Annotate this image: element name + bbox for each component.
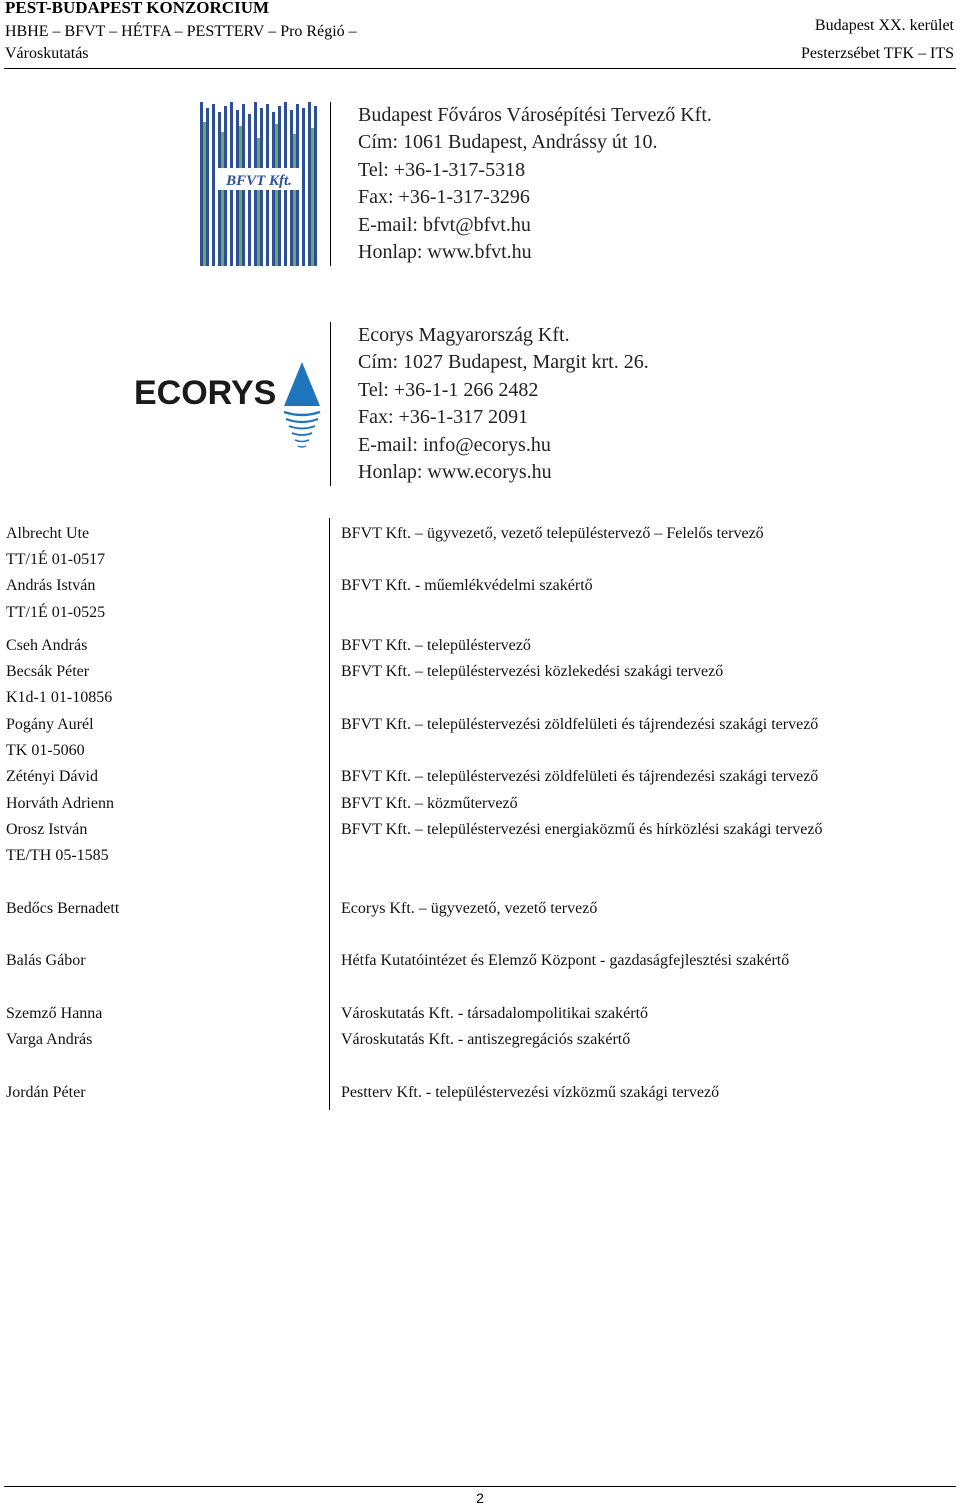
page-number: 2: [476, 1490, 484, 1506]
partner-list-cont: Városkutatás: [5, 45, 89, 62]
ecorys-logo: [134, 358, 324, 460]
name-row: Pogány Aurél: [6, 716, 94, 733]
name-row: Horváth Adrienn: [6, 795, 114, 812]
project-label: Pesterzsébet TFK – ITS: [800, 45, 954, 62]
role-row: BFVT Kft. – településtervezési zöldfelületi és tájrendezési szakági tervező: [341, 716, 819, 733]
bfvt-logo-text: BFVT Kft.: [226, 173, 292, 189]
bfvt-contact: [358, 102, 712, 266]
ecorys-fax: Fax: +36-1-317 2091: [358, 406, 529, 429]
personnel-divider: [329, 518, 330, 1110]
role-row: Hétfa Kutatóintézet és Elemző Központ - gazdaságfejlesztési szakértő: [341, 952, 790, 969]
ecorys-address: Cím: 1027 Budapest, Margit krt. 26.: [358, 351, 649, 374]
ecorys-name: Ecorys Magyarország Kft.: [358, 324, 570, 346]
license-row: TK 01-5060: [6, 742, 85, 759]
bfvt-fax: Fax: +36-1-317-3296: [358, 186, 530, 209]
bfvt-website[interactable]: Honlap: www.bfvt.hu: [358, 241, 532, 264]
consortium-title: PEST-BUDAPEST KONZORCIUM: [5, 0, 270, 17]
role-row: Városkutatás Kft. - társadalompolitikai szakértő: [341, 1005, 649, 1022]
license-row: TT/1É 01-0525: [6, 604, 106, 621]
name-row: András István: [6, 577, 96, 594]
partner-list: HBHE – BFVT – HÉTFA – PESTTERV – Pro Régió –: [5, 23, 357, 40]
license-row: TE/TH 05-1585: [6, 847, 109, 864]
bfvt-divider: [330, 102, 331, 266]
name-row: Zétényi Dávid: [6, 768, 98, 785]
role-row: Pestterv Kft. - településtervezési vízközmű szakági tervező: [341, 1084, 720, 1101]
district-label: Budapest XX. kerület: [814, 17, 954, 34]
role-row: BFVT Kft. – településtervezési zöldfelületi és tájrendezési szakági tervező: [341, 768, 819, 785]
name-row: Cseh András: [6, 637, 88, 654]
bfvt-name: Budapest Főváros Városépítési Tervező Kft.: [358, 104, 712, 126]
ecorys-email[interactable]: E-mail: info@ecorys.hu: [358, 433, 551, 456]
role-row: BFVT Kft. – településtervezési közlekedési szakági tervező: [341, 663, 724, 680]
role-row: Ecorys Kft. – ügyvezető, vezető tervező: [341, 900, 598, 917]
name-row: Szemző Hanna: [6, 1005, 103, 1022]
name-row: Albrecht Ute: [6, 525, 90, 542]
role-row: BFVT Kft. – településtervező: [341, 637, 531, 654]
role-row: BFVT Kft. - műemlékvédelmi szakértő: [341, 577, 593, 594]
role-row: Városkutatás Kft. - antiszegregációs szakértő: [341, 1031, 631, 1048]
license-row: K1d-1 01-10856: [6, 689, 113, 706]
bfvt-email[interactable]: E-mail: bfvt@bfvt.hu: [358, 213, 531, 236]
name-row: Bedőcs Bernadett: [6, 900, 120, 917]
header-divider: [4, 68, 956, 69]
role-row: BFVT Kft. – településtervezési energiaközmű és hírközlési szakági tervező: [341, 821, 823, 838]
name-row: Becsák Péter: [6, 663, 90, 680]
bfvt-tel: Tel: +36-1-317-5318: [358, 158, 526, 181]
ecorys-contact: [358, 322, 649, 486]
ecorys-logo-text: ECORYS: [134, 374, 277, 412]
footer-divider: [4, 1486, 956, 1487]
name-row: Balás Gábor: [6, 952, 86, 969]
name-row: Jordán Péter: [6, 1084, 86, 1101]
bfvt-logo: [198, 102, 320, 266]
license-row: TT/1É 01-0517: [6, 551, 106, 568]
bfvt-address: Cím: 1061 Budapest, Andrássy út 10.: [358, 131, 658, 154]
role-row: BFVT Kft. – ügyvezető, vezető településtervező – Felelős tervező: [341, 525, 764, 542]
ecorys-divider: [330, 322, 331, 486]
ecorys-website[interactable]: Honlap: www.ecorys.hu: [358, 461, 552, 484]
name-row: Varga András: [6, 1031, 93, 1048]
role-row: BFVT Kft. – közműtervező: [341, 795, 518, 812]
ecorys-tel: Tel: +36-1-1 266 2482: [358, 378, 539, 401]
name-row: Orosz István: [6, 821, 88, 838]
